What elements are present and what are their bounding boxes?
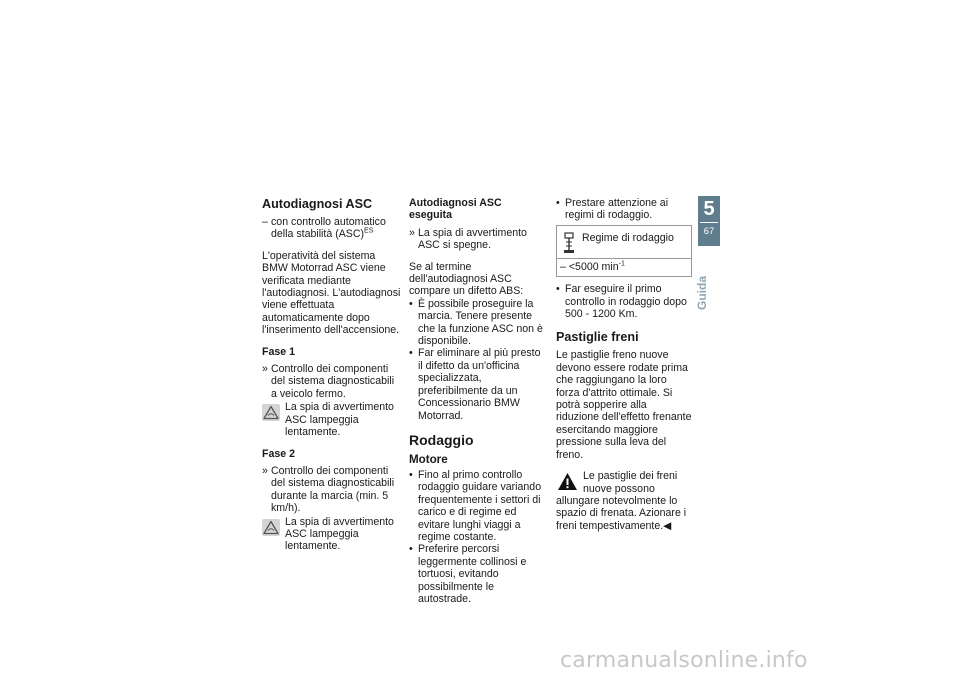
fase-1-title: Fase 1 <box>262 345 295 358</box>
watermark: carmanualsonline.info <box>560 648 808 673</box>
column-3 <box>556 197 692 532</box>
engine-speed-spec-icon <box>563 232 575 254</box>
fase-1-step <box>262 363 402 400</box>
asc-warning-light-icon <box>262 404 280 421</box>
equipment-note <box>262 216 402 241</box>
equipment-code: ES <box>364 227 374 235</box>
fase-1-note <box>262 401 402 438</box>
spec-label: Regime di rodaggio <box>582 231 674 244</box>
section-title-pastiglie-freni: Pastiglie freni <box>556 330 639 345</box>
done-step-text: La spia di avvertimento ASC si spegne. <box>418 226 527 252</box>
list-item-text: Far eseguire il primo controllo in rodaggio dopo 500 - 1200 Km. <box>565 283 687 321</box>
column-1 <box>262 197 402 562</box>
step-marker: » <box>262 464 268 477</box>
list-item <box>556 283 692 320</box>
motore-bullet-list <box>409 469 544 605</box>
fase-2-title: Fase 2 <box>262 447 295 460</box>
column-2 <box>409 197 544 614</box>
dash-marker: – <box>560 260 566 273</box>
section-title-rodaggio: Rodaggio <box>409 431 474 448</box>
section-title-autodiagnosi-asc: Autodiagnosi ASC <box>262 197 373 211</box>
asc-warning-light-icon <box>262 519 280 536</box>
tab-divider <box>700 222 718 223</box>
end-of-section-icon: ◀ <box>663 519 672 532</box>
intro-paragraph: L'operatività del sistema BMW Motorrad ASC viene verificata mediante l'autodiagnosi. L'autodiagnosi viene effettuata automaticamente dopo l'inserimento dell'accensione. <box>262 249 401 337</box>
abs-bullet-list <box>409 298 544 422</box>
bullet-marker: • <box>409 468 413 481</box>
list-item-text: È possibile proseguire la marcia. Tenere presente che la funzione ASC non è disponibile. <box>418 297 543 348</box>
step-marker: » <box>262 363 268 376</box>
warning-text: Le pastiglie dei freni nuove possono allungare notevolmente lo spazio di frenata. Azionare i freni tempestivamente. <box>556 470 687 532</box>
bullet-marker: • <box>409 543 413 556</box>
bullet-marker: • <box>556 197 560 209</box>
equipment-note-text: con controllo automatico della stabilità (ASC) <box>271 216 386 241</box>
abs-intro: Se al termine dell'autodiagnosi ASC compare un difetto ABS: <box>409 260 524 298</box>
chapter-tab <box>698 196 720 246</box>
spec-box <box>556 225 692 277</box>
fase-2-step <box>262 465 402 515</box>
chapter-side-label: Guida <box>695 275 709 310</box>
page-number: 67 <box>703 226 715 237</box>
list-item-text: Far eliminare al più presto il difetto da un'officina specializzata, preferibilmente da un Concessionario BMW Motorrad. <box>418 347 541 422</box>
done-step <box>409 227 544 252</box>
list-item <box>556 197 692 222</box>
step-marker: » <box>409 226 415 239</box>
list-item <box>409 469 544 543</box>
list-item <box>409 543 544 605</box>
bullet-marker: • <box>556 283 560 296</box>
list-item-text: Preferire percorsi leggermente collinosi e tortuosi, evitando possibilmente le autostrade. <box>418 543 527 605</box>
fase-2-note <box>262 516 402 553</box>
list-item <box>409 347 544 421</box>
bullet-marker: • <box>409 347 413 360</box>
fase-1-step-text: Controllo dei componenti del sistema diagnosticabili a veicolo fermo. <box>271 363 395 400</box>
fase-2-note-text: La spia di avvertimento ASC lampeggia lentamente. <box>285 515 394 553</box>
dash-marker: – <box>262 216 268 228</box>
chapter-number: 5 <box>703 198 715 220</box>
list-item-text: Prestare attenzione ai regimi di rodaggio. <box>565 197 669 222</box>
list-item <box>409 298 544 348</box>
warning-triangle-icon <box>557 472 578 491</box>
fase-1-note-text: La spia di avvertimento ASC lampeggia lentamente. <box>285 401 394 439</box>
spec-box-header <box>557 226 691 259</box>
fase-2-step-text: Controllo dei componenti del sistema diagnosticabili durante la marcia (min. 5 km/h). <box>271 464 395 515</box>
spec-value: <5000 min <box>568 260 619 273</box>
subsection-title-motore: Motore <box>409 452 448 466</box>
warning-note <box>556 470 692 532</box>
spec-unit-exponent: -1 <box>618 260 625 268</box>
list-item-text: Fino al primo controllo rodaggio guidare variando frequentemente i settori di carico e di regime ed evitare lunghi viaggi a regime costante. <box>418 468 542 543</box>
spec-value-row <box>557 259 691 276</box>
bullet-marker: • <box>409 297 413 310</box>
section-title-autodiagnosi-eseguita: Autodiagnosi ASC eseguita <box>409 197 502 222</box>
pastiglie-paragraph: Le pastiglie freno nuove devono essere rodate prima che raggiungano la loro forza d'attrito ottimale. Si potrà sopperire alla riduzione dell'effetto frenante esercitando maggiore pressione sulla leva del freno. <box>556 349 692 461</box>
